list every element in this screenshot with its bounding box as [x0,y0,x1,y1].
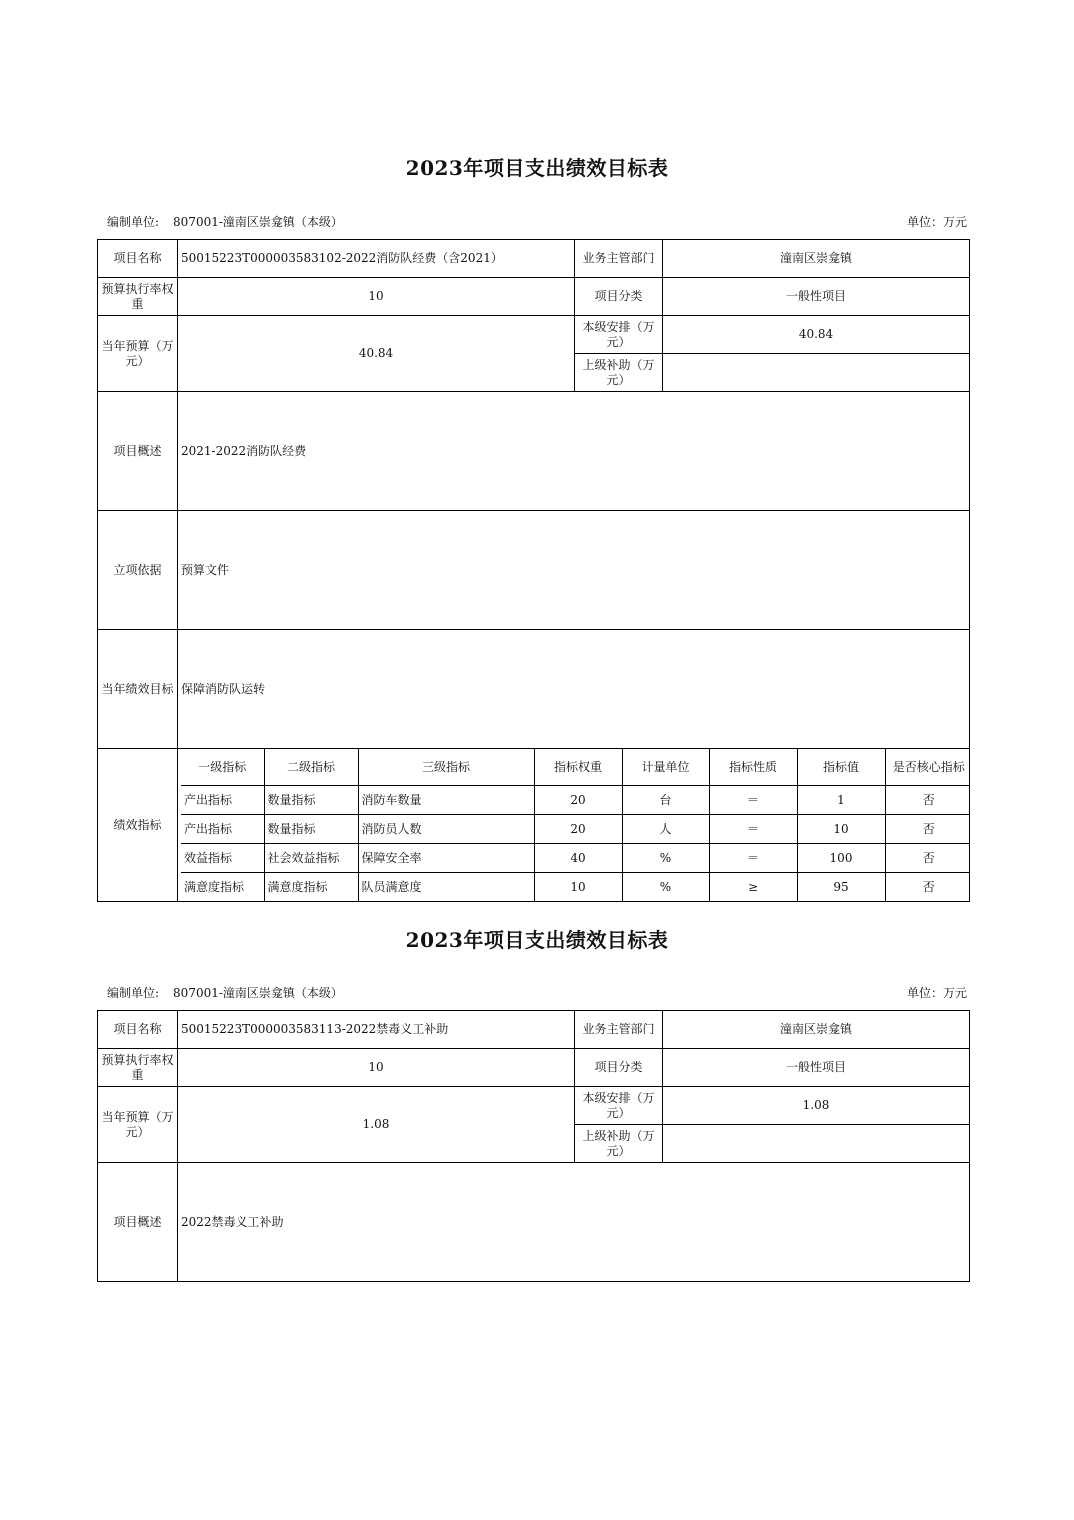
indicator-core: 否 [885,844,970,873]
indicator-header-row [181,749,970,786]
org-info [107,213,343,230]
weight-label: 预算执行率权重 [98,278,178,316]
header-nature: 指标性质 [709,749,797,786]
indicator-value: 95 [797,873,885,902]
performance-table-2 [97,1010,970,1282]
indicator-value: 100 [797,844,885,873]
indicator-level3: 队员满意度 [358,873,534,902]
indicator-value: 10 [797,815,885,844]
category-value: 一般性项目 [663,1049,970,1087]
project-name-value: 50015223T000003583113-2022禁毒义工补助 [178,1011,575,1049]
indicator-weight: 20 [534,815,622,844]
indicator-weight: 20 [534,786,622,815]
indicator-level2: 满意度指标 [264,873,358,902]
upper-label: 上级补助（万元） [575,1125,663,1163]
header-level2: 二级指标 [264,749,358,786]
budget-label: 当年预算（万元） [98,1087,178,1163]
category-value: 一般性项目 [663,278,970,316]
indicator-level1: 效益指标 [181,844,264,873]
basis-value: 预算文件 [178,511,970,630]
local-value: 40.84 [663,316,970,354]
budget-value: 40.84 [178,316,575,392]
local-value: 1.08 [663,1087,970,1125]
overview-label: 项目概述 [98,392,178,511]
header-value: 指标值 [797,749,885,786]
weight-label: 预算执行率权重 [98,1049,178,1087]
budget-value: 1.08 [178,1087,575,1163]
indicator-level1: 满意度指标 [181,873,264,902]
project-name-label: 项目名称 [98,1011,178,1049]
basis-label: 立项依据 [98,511,178,630]
goal-label: 当年绩效目标 [98,630,178,749]
org-label: 编制单位: [107,215,160,229]
org-value: 807001-潼南区崇龛镇（本级） [173,215,343,229]
header-weight: 指标权重 [534,749,622,786]
table-row [181,786,970,815]
goal-value: 保障消防队运转 [178,630,970,749]
indicator-level3: 消防员人数 [358,815,534,844]
indicator-weight: 10 [534,873,622,902]
indicator-table [181,749,970,901]
local-label: 本级安排（万元） [575,1087,663,1125]
performance-table [97,239,970,902]
overview-label: 项目概述 [98,1163,178,1282]
category-label: 项目分类 [575,278,663,316]
indicator-nature: ＝ [709,786,797,815]
dept-value: 潼南区崇龛镇 [663,240,970,278]
indicator-weight: 40 [534,844,622,873]
overview-value: 2022禁毒义工补助 [178,1163,970,1282]
upper-label: 上级补助（万元） [575,354,663,392]
indicator-level2: 数量指标 [264,786,358,815]
indicator-level1: 产出指标 [181,786,264,815]
page-title: 2023年项目支出绩效目标表 [405,156,669,180]
org-value: 807001-潼南区崇龛镇（本级） [173,986,343,1000]
indicator-level2: 数量指标 [264,815,358,844]
header-core: 是否核心指标 [885,749,970,786]
unit-label: 单位：万元 [906,215,967,229]
indicator-nature: ≥ [709,873,797,902]
dept-value: 潼南区崇龛镇 [663,1011,970,1049]
indicator-level3: 消防车数量 [358,786,534,815]
dept-label: 业务主管部门 [575,1011,663,1049]
project-name-label: 项目名称 [98,240,178,278]
weight-value: 10 [178,1049,575,1087]
unit-label: 单位：万元 [906,986,967,1000]
indicator-cell [178,749,970,902]
indicator-unit: % [622,873,709,902]
indicator-level2: 社会效益指标 [264,844,358,873]
table-row [181,844,970,873]
project-name-value: 50015223T000003583102-2022消防队经费（含2021） [178,240,575,278]
table-row [181,815,970,844]
indicator-core: 否 [885,786,970,815]
indicator-core: 否 [885,815,970,844]
org-label: 编制单位: [107,986,160,1000]
indicator-core: 否 [885,873,970,902]
indicator-level1: 产出指标 [181,815,264,844]
indicator-unit: % [622,844,709,873]
table-row [181,873,970,902]
budget-label: 当年预算（万元） [98,316,178,392]
indicator-label: 绩效指标 [98,749,178,902]
page-title-2: 2023年项目支出绩效目标表 [405,928,669,952]
org-info [107,984,343,1001]
overview-value: 2021-2022消防队经费 [178,392,970,511]
indicator-unit: 人 [622,815,709,844]
header-level3: 三级指标 [358,749,534,786]
indicator-nature: ＝ [709,844,797,873]
header-level1: 一级指标 [181,749,264,786]
weight-value: 10 [178,278,575,316]
indicator-unit: 台 [622,786,709,815]
indicator-value: 1 [797,786,885,815]
header-unit: 计量单位 [622,749,709,786]
indicator-level3: 保障安全率 [358,844,534,873]
upper-value [663,1125,970,1163]
indicator-nature: ＝ [709,815,797,844]
form-meta [107,213,967,229]
dept-label: 业务主管部门 [575,240,663,278]
local-label: 本级安排（万元） [575,316,663,354]
form-meta-2 [107,984,967,1000]
upper-value [663,354,970,392]
category-label: 项目分类 [575,1049,663,1087]
